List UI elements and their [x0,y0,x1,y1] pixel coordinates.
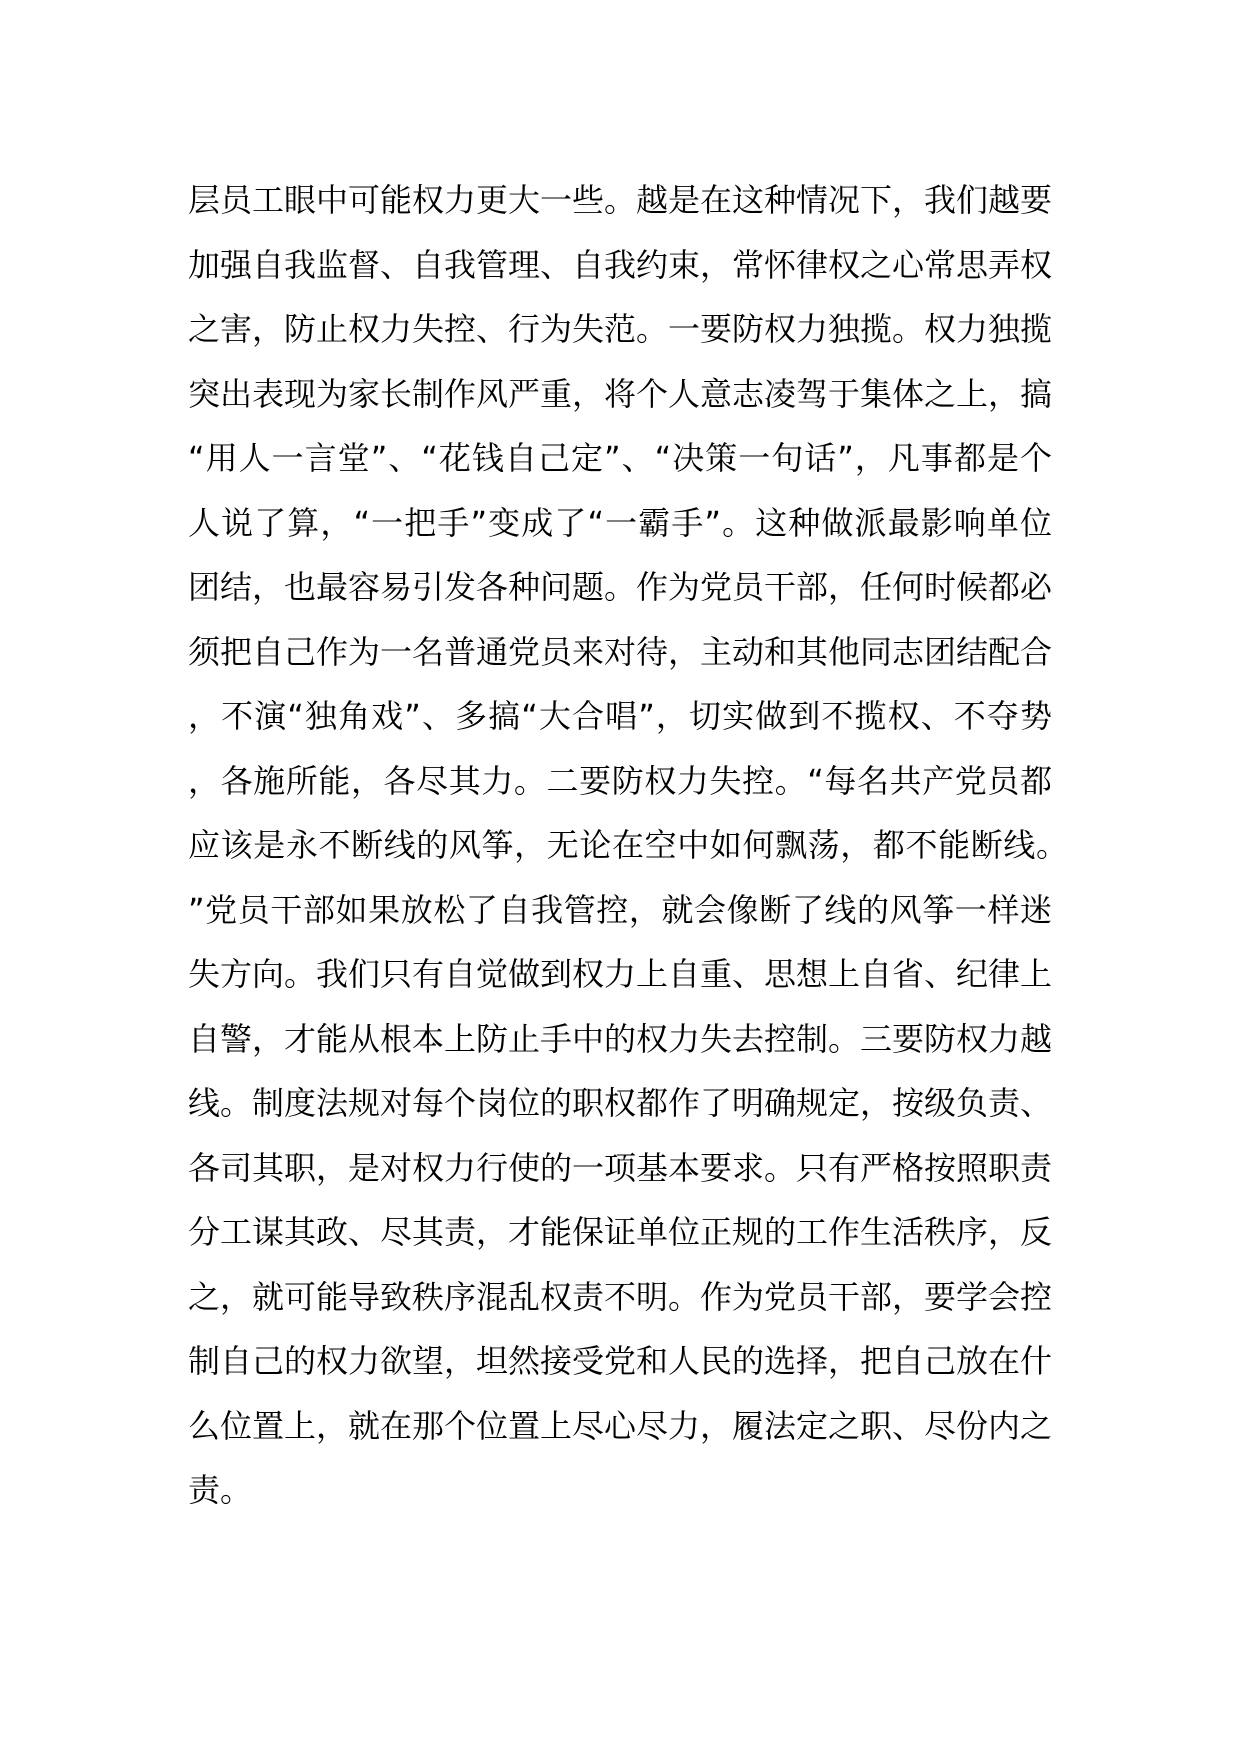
body-paragraph: 层员工眼中可能权力更大一些。越是在这种情况下，我们越要加强自我监督、自我管理、自我约束，常怀律权之心常思弄权之害，防止权力失控、行为失范。一要防权力独揽。权力独揽突出表现为家长制作风严重，将个人意志凌驾于集体之上，搞“用人一言堂”、“花钱自己定”、“决策一句话”，凡事都是个人说了算，“一把手”变成了“一霸手”。这种做派最影响单位团结，也最容易引发各种问题。作为党员干部，任何时候都必须把自己作为一名普通党员来对待，主动和其他同志团结配合，不演“独角戏”、多搞“大合唱”，切实做到不揽权、不夺势，各施所能，各尽其力。二要防权力失控。“每名共产党员都应该是永不断线的风筝，无论在空中如何飘荡，都不能断线。”党员干部如果放松了自我管控，就会像断了线的风筝一样迷失方向。我们只有自觉做到权力上自重、思想上自省、纪律上自警，才能从根本上防止手中的权力失去控制。三要防权力越线。制度法规对每个岗位的职权都作了明确规定，按级负责、各司其职，是对权力行使的一项基本要求。只有严格按照职责分工谋其政、尽其责，才能保证单位正规的工作生活秩序，反之，就可能导致秩序混乱权责不明。作为党员干部，要学会控制自己的权力欲望，坦然接受党和人民的选择，把自己放在什么位置上，就在那个位置上尽心尽力，履法定之职、尽份内之责。 [188,181,1053,1509]
